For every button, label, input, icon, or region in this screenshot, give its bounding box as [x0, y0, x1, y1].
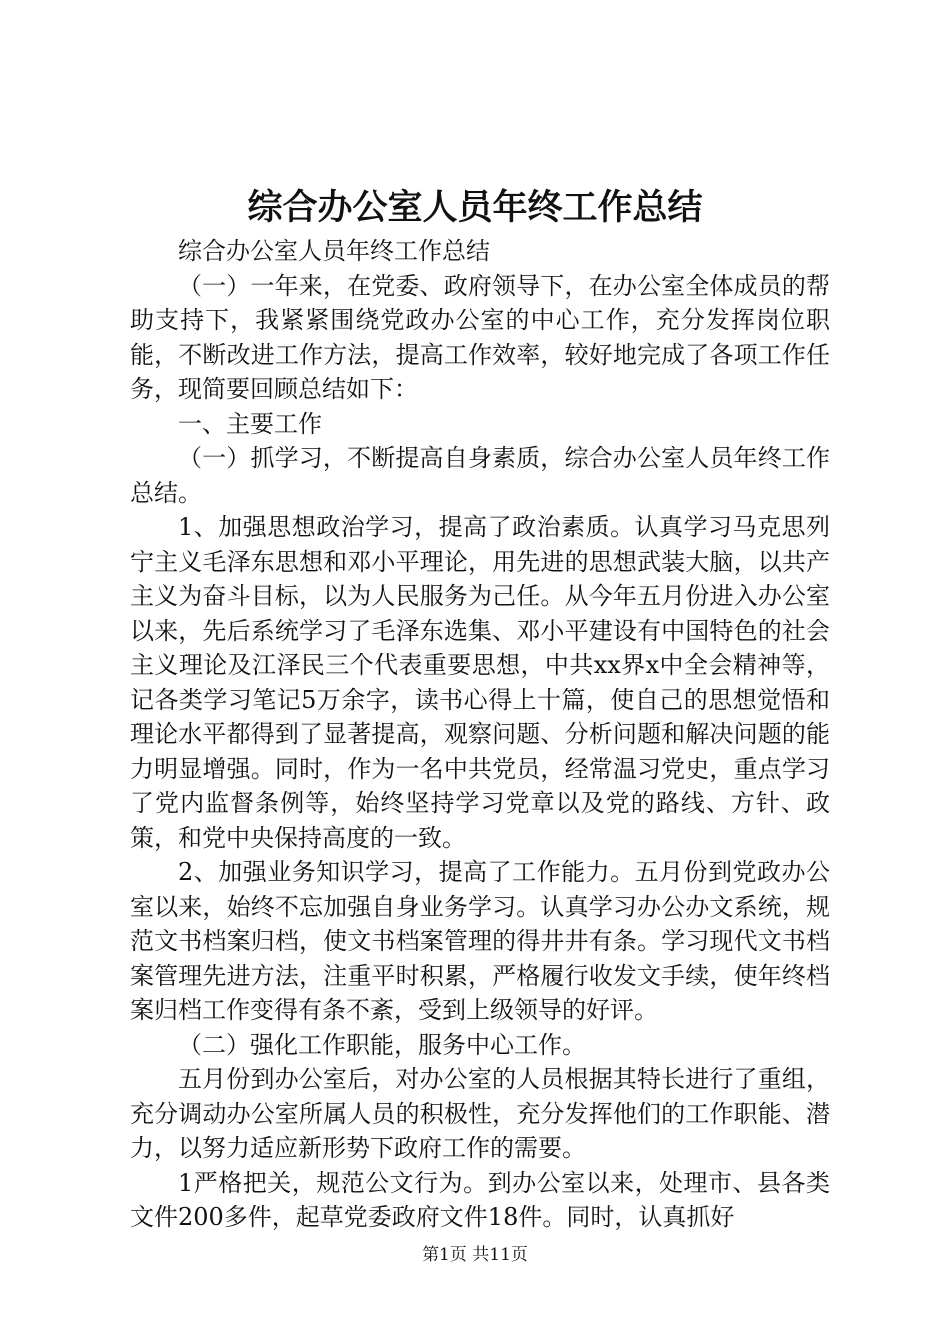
paragraph-reorganization: 五月份到办公室后，对办公室的人员根据其特长进行了重组，充分调动办公室所属人员的积极性，充分发挥他们的工作职能、潜力，以努力适应新形势下政府工作的需要。: [130, 1065, 830, 1162]
paragraph-business-study: 2、加强业务知识学习，提高了工作能力。五月份到党政办公室以来，始终不忘加强自身业务学习。认真学习办公办文系统，规范文书档案归档，使文书档案管理的得井井有条。学习现代文书档案管理先进方法，注重平时积累，严格履行收发文手续，使年终档案归档工作变得有条不紊，受到上级领导的好评。: [130, 858, 830, 1024]
paragraph-document-handling: 1严格把关，规范公文行为。到办公室以来，处理市、县各类文件200多件，起草党委政府文件18件。同时，认真抓好: [130, 1168, 830, 1231]
paragraph-subtitle: 综合办公室人员年终工作总结: [178, 237, 490, 265]
subsection-heading-function: （二）强化工作职能，服务中心工作。: [178, 1030, 586, 1059]
subsection-heading-study: （一）抓学习，不断提高自身素质，综合办公室人员年终工作总结。: [130, 444, 830, 507]
document-body: [130, 234, 830, 1235]
document-title: 综合办公室人员年终工作总结: [247, 187, 703, 228]
paragraph-political-study: 1、加强思想政治学习，提高了政治素质。认真学习马克思列宁主义毛泽东思想和邓小平理论，用先进的思想武装大脑，以共产主义为奋斗目标，以为人民服务为己任。从今年五月份进入办公室以来，先后系统学习了毛泽东选集、邓小平建设有中国特色的社会主义理论及江泽民三个代表重要思想，中共xx界x中全会精神等，记各类学习笔记5万余字，读书心得上十篇，使自己的思想觉悟和理论水平都得到了显著提高，观察问题、分析问题和解决问题的能力明显增强。同时，作为一名中共党员，经常温习党史，重点学习了党内监督条例等，始终坚持学习党章以及党的路线、方针、政策，和党中央保持高度的一致。: [130, 513, 830, 852]
paragraph-intro: （一）一年来，在党委、政府领导下，在办公室全体成员的帮助支持下，我紧紧围绕党政办公室的中心工作，充分发挥岗位职能，不断改进工作方法，提高工作效率，较好地完成了各项工作任务，现简要回顾总结如下：: [130, 271, 830, 403]
page-footer: 第1页 共11页: [422, 1245, 528, 1265]
section-heading-main-work: 一、主要工作: [178, 409, 322, 438]
